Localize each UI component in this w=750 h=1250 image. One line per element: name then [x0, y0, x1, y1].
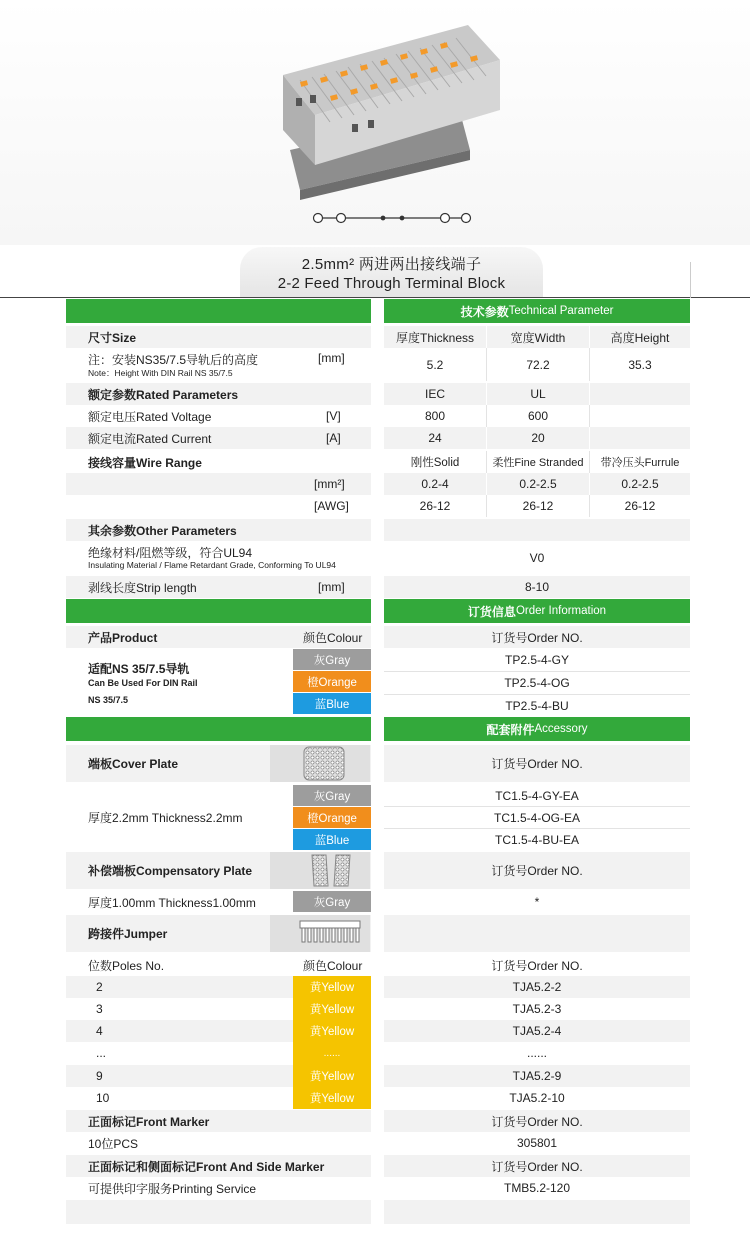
accessory-header [384, 717, 690, 741]
current-val: 20 [531, 431, 545, 445]
left-bottom-row [66, 1200, 371, 1224]
current-row [66, 427, 371, 449]
front-no-row [384, 1110, 690, 1132]
pole-value: ... [96, 1046, 107, 1060]
order-item: TP2.5-4-GY [504, 653, 570, 667]
front-value: 305801 [516, 1136, 558, 1150]
jumper-item-row [384, 998, 690, 1020]
left-green-bar-2 [66, 599, 371, 623]
order-no-row [384, 626, 690, 648]
pole-value: 3 [96, 1002, 103, 1016]
jumper-item: TJA5.2-2 [512, 980, 562, 994]
order-item: TP2.5-4-BU [505, 698, 569, 713]
wire-awg-unit: [AWG] [314, 499, 349, 513]
wire-mm-row [66, 473, 371, 495]
current-unit: [A] [326, 431, 341, 445]
accessory-no-row [384, 745, 690, 782]
front-marker-row [66, 1110, 371, 1132]
product-hero [0, 0, 750, 245]
wire-col: 柔性Fine Stranded [492, 457, 584, 469]
voltage-val [590, 405, 690, 427]
pole-value: 2 [96, 980, 103, 994]
tech-col: 厚度Thickness [395, 330, 475, 345]
jumper-icon [270, 915, 370, 952]
tech-header-en: Technical Parameter [508, 305, 614, 317]
right-spec-column [384, 299, 690, 1224]
size-note-cn: 注：安装NS35/7.5导轨后的高度 [88, 353, 259, 367]
comp-no-label: 订货号Order NO. [491, 864, 583, 878]
cover-plate-image-cell [270, 745, 370, 782]
tech-val: 72.2 [526, 357, 550, 372]
cover-item: TC1.5-4-OG-EA [493, 810, 580, 825]
wire-mm-unit: [mm²] [314, 477, 345, 491]
jumper-item: TJA5.2-9 [512, 1069, 562, 1083]
current-val [590, 427, 690, 449]
order-header [384, 599, 690, 623]
current-vals-row [384, 427, 690, 449]
comp-label: 补偿端板Compensatory Plate [88, 864, 253, 878]
jumper-swatch: 黄Yellow [293, 1065, 371, 1087]
jumper-item-row [384, 1042, 690, 1064]
pole-value: 9 [96, 1069, 103, 1083]
left-green-bar [66, 299, 371, 323]
tech-header [384, 299, 690, 323]
cover-swatch-gray: 灰Gray [293, 785, 371, 806]
jumper-blank-row [384, 915, 690, 952]
title-divider [0, 297, 750, 298]
strip-unit: [mm] [318, 580, 345, 594]
jumper-item-row [384, 1087, 690, 1109]
voltage-row [66, 405, 371, 427]
jumper-image-cell [270, 915, 370, 952]
comp-swatch-gray: 灰Gray [293, 891, 371, 912]
rated-col: UL [530, 387, 546, 401]
jumper-swatch: 黄Yellow [293, 976, 371, 998]
size-unit: [mm] [318, 351, 345, 365]
swatch-blue: 蓝Blue [293, 693, 371, 714]
cover-item: TC1.5-4-GY-EA [495, 788, 579, 803]
strip-value-row [384, 576, 690, 598]
rail-divider [690, 262, 691, 298]
wire-awg-vals-row [384, 495, 690, 517]
wire-mm-val: 0.2-2.5 [519, 477, 557, 491]
title-line1: 2.5mm² 两进两出接线端子 [301, 256, 482, 273]
product-colour-label: 颜色Colour [303, 630, 363, 645]
wire-awg-val: 26-12 [624, 499, 656, 513]
strip-label: 剥线长度Strip length [88, 580, 197, 595]
jumper-swatch: 黄Yellow [293, 998, 371, 1020]
cover-item-row [384, 785, 690, 807]
poles-label: 位数Poles No. [88, 958, 165, 973]
cover-item-row [384, 807, 690, 829]
order-header-en: Order Information [515, 605, 607, 617]
product-row [66, 626, 371, 648]
voltage-val: 600 [527, 409, 549, 423]
wire-awg-val: 26-12 [419, 499, 451, 513]
rated-col: IEC [424, 387, 445, 401]
tech-col: 宽度Width [510, 330, 566, 345]
jumper-no-label: 订货号Order NO. [491, 958, 583, 973]
comp-plate-icon [270, 852, 370, 889]
side-no-row [384, 1155, 690, 1177]
size-row [66, 326, 371, 348]
other-row [66, 519, 371, 541]
jumper-label: 跨接件Jumper [88, 927, 168, 941]
size-label: 尺寸Size [88, 330, 137, 345]
front-marker-value: 10位PCS [88, 1136, 139, 1151]
wire-awg-row [66, 495, 371, 517]
poles-header-row [66, 954, 371, 976]
jumper-colour-label: 颜色Colour [303, 958, 363, 973]
size-note-row [66, 348, 371, 381]
front-value-row [384, 1132, 690, 1154]
side-no-label: 订货号Order NO. [491, 1159, 583, 1174]
product-label: 产品Product [88, 630, 158, 645]
tech-val: 35.3 [628, 357, 652, 372]
tech-col: 高度Height [610, 330, 670, 345]
order-no-label: 订货号Order NO. [491, 630, 583, 645]
tech-header-cn: 技术参数 [460, 304, 509, 319]
insulation-en: Insulating Material / Flame Retardant Grade, Conforming To UL94 [88, 560, 336, 570]
order-item: TP2.5-4-OG [504, 676, 570, 690]
cover-thickness: 厚度2.2mm Thickness2.2mm [88, 810, 243, 825]
voltage-vals-row [384, 405, 690, 427]
jumper-swatch: ...... [293, 1042, 371, 1065]
pole-value: 4 [96, 1024, 103, 1038]
voltage-val: 800 [424, 409, 446, 423]
carousel-dots [314, 214, 471, 223]
jumper-swatch: 黄Yellow [293, 1087, 371, 1109]
cover-swatch-orange: 橙Orange [293, 807, 371, 828]
wire-cols-row [384, 451, 690, 473]
comp-plate-image-cell [270, 852, 370, 889]
jumper-item: TJA5.2-3 [512, 1002, 562, 1016]
front-marker-value-row [66, 1132, 371, 1154]
product-title [240, 247, 543, 297]
v0-value: V0 [529, 550, 545, 565]
accessory-no-label: 订货号Order NO. [491, 757, 583, 771]
wire-mm-val: 0.2-4 [421, 477, 449, 491]
strip-row [66, 576, 371, 598]
rated-cols-row [384, 383, 690, 405]
voltage-label: 额定电压Rated Voltage [88, 409, 212, 424]
cover-row [66, 745, 371, 782]
wire-col: 带冷压头Furrule [600, 457, 680, 469]
jumper-item-row [384, 1020, 690, 1042]
v0-row [384, 541, 690, 574]
jumper-item: ...... [526, 1046, 547, 1060]
order-item-row [384, 672, 690, 695]
jumper-item: TJA5.2-10 [509, 1091, 565, 1105]
wire-col: 刚性Solid [410, 457, 460, 469]
order-header-cn: 订货信息 [467, 604, 516, 619]
rail-cn: 适配NS 35/7.5导轨 [88, 662, 190, 676]
front-marker-label: 正面标记Front Marker [88, 1114, 210, 1129]
comp-thickness: 厚度1.00mm Thickness1.00mm [88, 895, 256, 910]
comp-value: * [534, 895, 540, 909]
voltage-unit: [V] [326, 409, 341, 423]
comp-no-row [384, 852, 690, 889]
tech-header-text [384, 299, 690, 323]
jumper-no-row [384, 954, 690, 976]
cover-item-row [384, 829, 690, 850]
title-line2: 2-2 Feed Through Terminal Block [277, 275, 506, 292]
current-val: 24 [428, 431, 442, 445]
rated-row [66, 383, 371, 405]
order-header-text [384, 599, 690, 623]
strip-value: 8-10 [524, 580, 550, 594]
insulation-cn: 绝缘材料/阻燃等级，符合UL94 [88, 546, 253, 560]
accessory-header-cn: 配套附件 [486, 722, 535, 737]
left-spec-column [66, 299, 371, 1224]
rail-en-2: NS 35/7.5 [88, 695, 129, 705]
side-marker-value-row [66, 1177, 371, 1199]
jumper-item-row [384, 1065, 690, 1087]
wire-mm-val: 0.2-2.5 [621, 477, 659, 491]
jumper-row [66, 915, 371, 952]
wire-label: 接线容量Wire Range [88, 455, 202, 470]
order-item-row [384, 649, 690, 672]
insulation-row [66, 541, 371, 574]
side-marker-label: 正面标记和侧面标记Front And Side Marker [88, 1159, 325, 1174]
side-value-row [384, 1177, 690, 1199]
other-blank-row [384, 519, 690, 541]
tech-vals-row [384, 348, 690, 381]
cover-item: TC1.5-4-BU-EA [494, 832, 580, 847]
right-bottom-row [384, 1200, 690, 1224]
jumper-item-row [384, 976, 690, 998]
accessory-header-text [384, 717, 690, 741]
side-value: TMB5.2-120 [503, 1181, 571, 1195]
rated-col [590, 383, 690, 405]
rated-label: 额定参数Rated Parameters [88, 387, 239, 402]
cover-label: 端板Cover Plate [88, 757, 179, 771]
current-label: 额定电流Rated Current [88, 431, 212, 446]
side-marker-row [66, 1155, 371, 1177]
other-label: 其余参数Other Parameters [88, 523, 237, 538]
comp-row [66, 852, 371, 889]
swatch-orange: 橙Orange [293, 671, 371, 692]
swatch-gray: 灰Gray [293, 649, 371, 670]
front-no-label: 订货号Order NO. [491, 1114, 583, 1129]
left-green-bar-3 [66, 717, 371, 741]
comp-value-row [384, 891, 690, 913]
rail-en-1: Can Be Used For DIN Rail [88, 678, 198, 688]
cover-swatch-blue: 蓝Blue [293, 829, 371, 850]
wire-awg-val: 26-12 [522, 499, 554, 513]
side-marker-value: 可提供印字服务Printing Service [88, 1181, 257, 1196]
jumper-item: TJA5.2-4 [512, 1024, 562, 1038]
tech-cols-row [384, 326, 690, 348]
wire-mm-vals-row [384, 473, 690, 495]
order-item-row [384, 695, 690, 716]
terminal-block-image [0, 0, 750, 245]
wire-row [66, 451, 371, 473]
pole-value: 10 [96, 1091, 110, 1105]
accessory-header-en: Accessory [534, 723, 588, 735]
size-note-en: Note：Height With DIN Rail NS 35/7.5 [88, 368, 233, 378]
cover-plate-icon [270, 745, 370, 782]
jumper-swatch: 黄Yellow [293, 1020, 371, 1042]
tech-val: 5.2 [426, 357, 444, 372]
